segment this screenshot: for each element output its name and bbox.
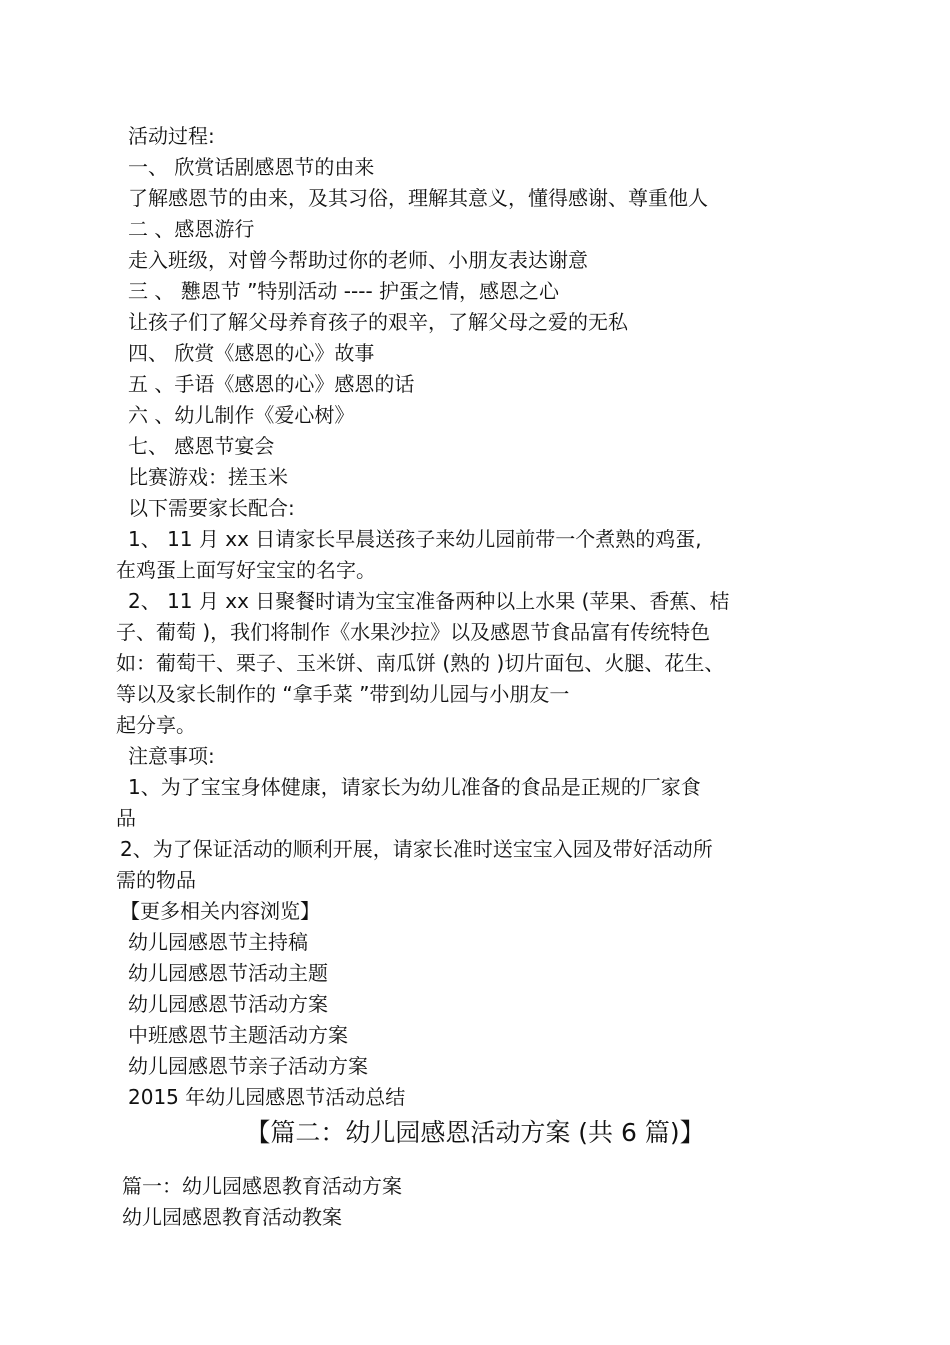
step-four: 四、 欣赏《感恩的心》故事 <box>128 341 375 365</box>
section-heading: 【篇二：幼儿园感恩活动方案 (共 6 篇)】 <box>245 1118 705 1147</box>
step-seven: 七、 感恩节宴会 <box>128 434 275 458</box>
step-three: 三 、 戁恩节 ”特别活动 ---- 护蛋之情，感恩之心 <box>128 279 560 303</box>
notes-item-2-cont: 需的物品 <box>116 868 196 892</box>
parents-item-2-cont-a: 子、葡萄 )，我们将制作《水果沙拉》以及感恩节食品富有传统特色 <box>116 620 711 644</box>
parents-cooperation-title: 以下需要家长配合: <box>128 496 295 520</box>
step-three-detail: 让孩子们了解父母养育孩子的艰辛，了解父母之爱的无私 <box>128 310 628 334</box>
section-subtitle-2: 幼儿园感恩教育活动教案 <box>122 1205 342 1229</box>
notes-item-1: 1、为了宝宝身体健康，请家长为幼儿准备的食品是正规的厂家食 <box>128 775 701 799</box>
parents-item-1-cont: 在鸡蛋上面写好宝宝的名字。 <box>116 558 376 582</box>
section-subtitle-1: 篇一：幼儿园感恩教育活动方案 <box>122 1174 402 1198</box>
notes-item-1-cont: 品 <box>116 806 136 830</box>
more-content-title: 【更多相关内容浏览】 <box>120 899 320 923</box>
step-five: 五 、手语《感恩的心》感恩的话 <box>128 372 415 396</box>
parents-item-2-cont-b: 如：葡萄干、栗子、玉米饼、南瓜饼 (熟的 )切片面包、火腿、花生、 <box>116 651 725 675</box>
related-link-4: 中班感恩节主题活动方案 <box>128 1023 348 1047</box>
parents-item-1: 1、 11 月 xx 日请家长早晨送孩子来幼儿园前带一个煮熟的鸡蛋, <box>128 527 702 551</box>
parents-item-2: 2、 11 月 xx 日聚餐时请为宝宝准备两种以上水果 (苹果、香蕉、桔 <box>128 589 730 613</box>
related-link-3: 幼儿园感恩节活动方案 <box>128 992 328 1016</box>
step-two: 二 、感恩游行 <box>128 217 255 241</box>
related-link-6: 2015 年幼儿园感恩节活动总结 <box>128 1085 406 1109</box>
parents-item-2-cont-d: 起分享。 <box>116 713 196 737</box>
step-one: 一、 欣赏话剧感恩节的由来 <box>128 155 375 179</box>
game-line: 比赛游戏：搓玉米 <box>128 465 288 489</box>
notes-title: 注意事项: <box>128 744 215 768</box>
step-two-detail: 走入班级，对曾今帮助过你的老师、小朋友表达谢意 <box>128 248 588 272</box>
notes-item-2: 2、为了保证活动的顺利开展，请家长准时送宝宝入园及带好活动所 <box>120 837 713 861</box>
related-link-1: 幼儿园感恩节主持稿 <box>128 930 308 954</box>
related-link-2: 幼儿园感恩节活动主题 <box>128 961 328 985</box>
step-one-detail: 了解感恩节的由来，及其习俗，理解其意义，懂得感谢、尊重他人 <box>128 186 708 210</box>
step-six: 六 、幼儿制作《爱心树》 <box>128 403 355 427</box>
process-title: 活动过程: <box>128 124 215 148</box>
parents-item-2-cont-c: 等以及家长制作的 “拿手菜 ”带到幼儿园与小朋友一 <box>116 682 570 706</box>
related-link-5: 幼儿园感恩节亲子活动方案 <box>128 1054 368 1078</box>
